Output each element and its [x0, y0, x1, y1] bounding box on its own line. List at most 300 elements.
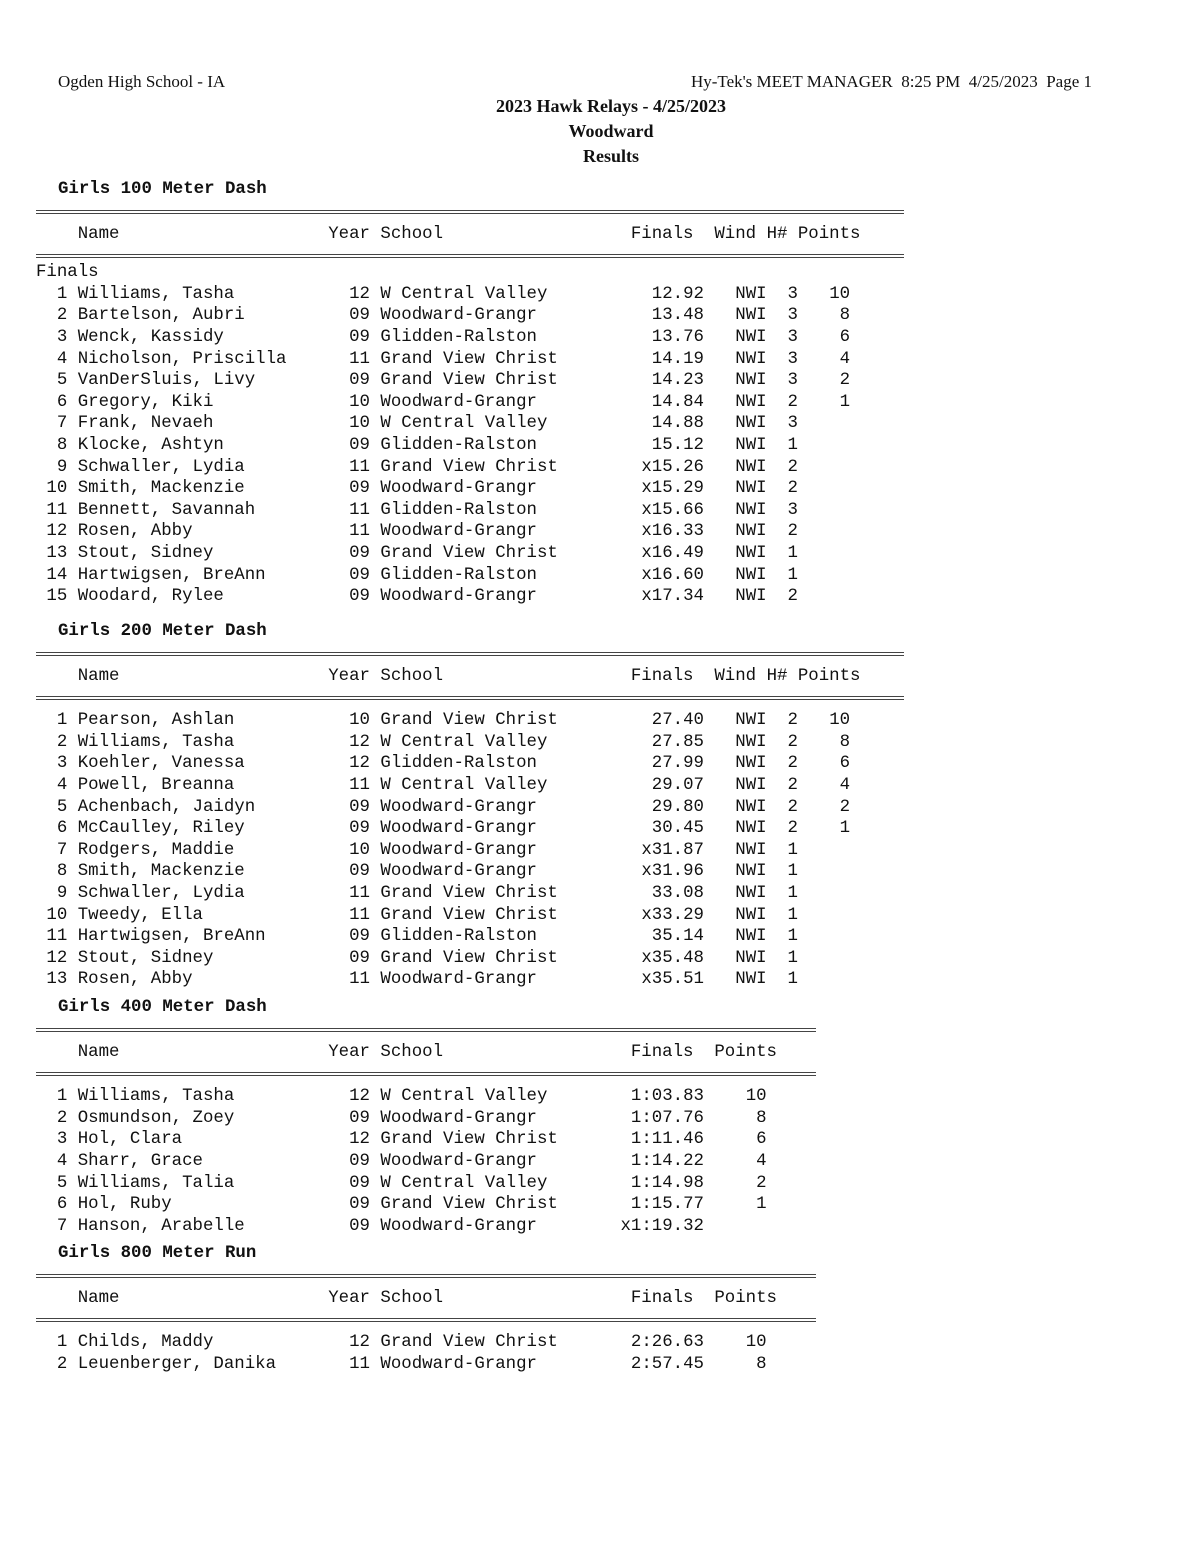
- points: [725, 1216, 767, 1238]
- wind: NWI: [735, 435, 767, 455]
- result-row: [36, 521, 904, 543]
- spacer: [370, 1108, 380, 1130]
- finals-time: 29.80: [610, 797, 704, 817]
- year: 11: [349, 349, 370, 369]
- place: 2: [36, 1354, 68, 1374]
- spacer: [67, 327, 77, 349]
- col-finals-header: Finals: [630, 224, 694, 244]
- event-section: [36, 1243, 816, 1375]
- year: 10: [349, 392, 370, 412]
- spacer: [67, 305, 77, 327]
- spacer: [370, 521, 380, 543]
- athlete-name: Rosen, Abby: [77, 522, 350, 542]
- place: 6: [36, 392, 68, 412]
- spacer: [67, 732, 77, 754]
- col-heat-header: H#: [766, 224, 788, 244]
- spacer: [704, 284, 735, 306]
- spacer: [767, 349, 788, 371]
- finals-time: 14.23: [610, 371, 704, 391]
- heat-number: 3: [787, 306, 798, 326]
- school: Woodward-Grangr: [380, 970, 611, 990]
- place: 7: [36, 1216, 68, 1236]
- school: Woodward-Grangr: [380, 840, 611, 860]
- school: Grand View Christ: [380, 1195, 611, 1215]
- spacer: [370, 586, 380, 608]
- col-year-header: Year: [328, 1288, 370, 1308]
- result-row: [36, 969, 904, 991]
- result-row: [36, 1108, 816, 1130]
- points: 4: [818, 775, 851, 795]
- spacer: [704, 732, 735, 754]
- event-title: Girls 400 Meter Dash: [58, 998, 267, 1017]
- spacer: [767, 413, 788, 435]
- athlete-name: Hartwigsen, BreAnn: [77, 565, 350, 585]
- result-row: [36, 1194, 816, 1216]
- school: Glidden-Ralston: [380, 435, 611, 455]
- place: 5: [36, 797, 68, 817]
- year: 09: [349, 1173, 370, 1193]
- place: 8: [36, 862, 68, 882]
- col-name-header: Name: [77, 666, 329, 686]
- school: Grand View Christ: [380, 711, 611, 731]
- spacer: [694, 1042, 715, 1064]
- spacer: [67, 1173, 77, 1195]
- heat-number: 2: [787, 392, 798, 412]
- spacer: [370, 840, 380, 862]
- points: 10: [724, 1333, 767, 1353]
- separator-rule: [36, 696, 904, 700]
- points: 1: [818, 392, 851, 412]
- place: 5: [36, 371, 68, 391]
- heat-number: 3: [787, 284, 798, 304]
- place: 10: [36, 905, 68, 925]
- points: [819, 926, 850, 948]
- year: 09: [349, 948, 370, 968]
- spacer: [767, 521, 788, 543]
- school: Glidden-Ralston: [380, 927, 611, 947]
- athlete-name: McCaulley, Riley: [77, 819, 350, 839]
- spacer: [704, 413, 735, 435]
- spacer: [798, 753, 819, 775]
- result-row: [36, 565, 904, 587]
- athlete-name: Woodard, Rylee: [77, 587, 350, 607]
- year: 09: [349, 306, 370, 326]
- heat-number: 3: [787, 371, 798, 391]
- points: 6: [724, 1130, 767, 1150]
- col-name-header: Name: [77, 1288, 329, 1308]
- result-row: [36, 883, 904, 905]
- place: 7: [36, 414, 68, 434]
- points: 4: [818, 349, 851, 369]
- col-school-header: School: [380, 224, 631, 244]
- wind: NWI: [735, 905, 767, 925]
- spacer: [767, 861, 788, 883]
- wind: NWI: [735, 565, 767, 585]
- spacer: [67, 753, 77, 775]
- finals-time: 1:11.46: [610, 1130, 704, 1150]
- points: [819, 969, 850, 991]
- year: 10: [349, 414, 370, 434]
- spacer: [798, 948, 819, 970]
- finals-time: 13.48: [610, 306, 704, 326]
- spacer: [370, 1042, 380, 1064]
- spacer: [704, 305, 735, 327]
- result-row: [36, 586, 904, 608]
- spacer: [704, 565, 735, 587]
- spacer: [704, 1086, 725, 1108]
- finals-time: 1:14.98: [610, 1173, 704, 1193]
- spacer: [704, 775, 735, 797]
- school: Woodward-Grangr: [380, 862, 611, 882]
- col-wind-header: Wind: [714, 224, 757, 244]
- separator-rule: [36, 254, 904, 258]
- school: Grand View Christ: [380, 543, 611, 563]
- spacer: [67, 710, 77, 732]
- year: 09: [349, 587, 370, 607]
- meet-title: 2023 Hawk Relays - 4/25/2023: [495, 96, 726, 116]
- separator-rule: [36, 1028, 816, 1032]
- school: Woodward-Grangr: [380, 587, 611, 607]
- school: Woodward-Grangr: [380, 1216, 611, 1236]
- col-points-header: Points: [797, 224, 861, 244]
- spacer: [694, 224, 715, 246]
- place: 5: [36, 1173, 68, 1193]
- athlete-name: Smith, Mackenzie: [77, 862, 350, 882]
- points: 8: [818, 732, 851, 752]
- points: 2: [724, 1173, 767, 1193]
- result-row: [36, 413, 904, 435]
- result-row: [36, 370, 904, 392]
- spacer: [798, 710, 819, 732]
- finals-time: 30.45: [610, 819, 704, 839]
- spacer: [798, 457, 819, 479]
- spacer: [370, 1216, 380, 1238]
- spacer: [370, 926, 380, 948]
- result-row: [36, 349, 904, 371]
- year: 09: [349, 435, 370, 455]
- column-header-row: [36, 1042, 816, 1064]
- place: 1: [36, 1333, 68, 1353]
- spacer: [370, 370, 380, 392]
- year: 10: [349, 840, 370, 860]
- school: Grand View Christ: [380, 1130, 611, 1150]
- year: 09: [349, 927, 370, 947]
- spacer: [370, 818, 380, 840]
- heat-number: 1: [787, 435, 798, 455]
- heat-number: 2: [787, 819, 798, 839]
- spacer: [767, 883, 788, 905]
- spacer: [704, 926, 735, 948]
- school: Grand View Christ: [380, 1333, 611, 1353]
- spacer: [798, 926, 819, 948]
- wind: NWI: [735, 392, 767, 412]
- spacer: [704, 1216, 725, 1238]
- spacer: [67, 861, 77, 883]
- finals-time: 35.14: [610, 927, 704, 947]
- school: Woodward-Grangr: [380, 522, 611, 542]
- separator-rule: [36, 652, 904, 656]
- heat-number: 1: [787, 948, 798, 968]
- points: 6: [818, 754, 851, 774]
- year: 11: [349, 970, 370, 990]
- spacer: [704, 1173, 725, 1195]
- spacer: [767, 948, 788, 970]
- athlete-name: Schwaller, Lydia: [77, 883, 350, 903]
- athlete-name: Smith, Mackenzie: [77, 479, 350, 499]
- heat-number: 1: [787, 970, 798, 990]
- year: 09: [349, 797, 370, 817]
- spacer: [767, 478, 788, 500]
- athlete-name: Achenbach, Jaidyn: [77, 797, 350, 817]
- wind: NWI: [735, 797, 767, 817]
- result-row: [36, 1151, 816, 1173]
- spacer: [798, 883, 819, 905]
- place: 15: [36, 587, 68, 607]
- finals-time: x15.26: [610, 457, 704, 477]
- finals-time: 2:57.45: [610, 1354, 704, 1374]
- wind: NWI: [735, 457, 767, 477]
- finals-time: 1:14.22: [610, 1151, 704, 1171]
- year: 09: [349, 371, 370, 391]
- year: 09: [349, 1108, 370, 1128]
- wind: NWI: [735, 414, 767, 434]
- finals-time: x16.49: [610, 543, 704, 563]
- year: 12: [349, 732, 370, 752]
- result-row: [36, 948, 904, 970]
- spacer: [36, 1042, 78, 1064]
- spacer: [370, 969, 380, 991]
- spacer: [767, 327, 788, 349]
- spacer: [767, 926, 788, 948]
- school: Glidden-Ralston: [380, 565, 611, 585]
- finals-time: x31.87: [610, 840, 704, 860]
- meet-site: Woodward: [568, 121, 654, 141]
- finals-time: x16.60: [610, 565, 704, 585]
- year: 11: [349, 883, 370, 903]
- spacer: [798, 521, 819, 543]
- spacer: [370, 948, 380, 970]
- heat-number: 2: [787, 797, 798, 817]
- heat-number: 1: [787, 862, 798, 882]
- wind: NWI: [735, 883, 767, 903]
- result-row: [36, 1216, 816, 1238]
- spacer: [67, 818, 77, 840]
- finals-time: x1:19.32: [610, 1216, 704, 1236]
- spacer: [370, 565, 380, 587]
- result-row: [36, 1173, 816, 1195]
- column-header-row: [36, 666, 904, 688]
- year: 09: [349, 327, 370, 347]
- event-section: [36, 621, 904, 991]
- spacer: [67, 435, 77, 457]
- athlete-name: Koehler, Vanessa: [77, 754, 350, 774]
- school: Woodward-Grangr: [380, 797, 611, 817]
- place: 12: [36, 948, 68, 968]
- place: 2: [36, 306, 68, 326]
- school: Grand View Christ: [380, 883, 611, 903]
- spacer: [767, 818, 788, 840]
- spacer: [767, 392, 788, 414]
- place: 8: [36, 435, 68, 455]
- header-meet-manager: Hy-Tek's MEET MANAGER 8:25 PM 4/25/2023 Page 1: [690, 72, 1092, 91]
- spacer: [370, 1086, 380, 1108]
- spacer: [370, 775, 380, 797]
- spacer: [767, 305, 788, 327]
- heat-number: 1: [787, 883, 798, 903]
- school: Woodward-Grangr: [380, 1151, 611, 1171]
- section-label: Finals: [36, 263, 99, 283]
- result-row: [36, 305, 904, 327]
- year: 09: [349, 1195, 370, 1215]
- athlete-name: Hanson, Arabelle: [77, 1216, 350, 1236]
- spacer: [370, 435, 380, 457]
- year: 11: [349, 457, 370, 477]
- result-row: [36, 1086, 816, 1108]
- separator-rule: [36, 1274, 816, 1278]
- finals-time: 12.92: [610, 284, 704, 304]
- col-finals-header: Finals: [630, 1288, 694, 1308]
- result-row: [36, 818, 904, 840]
- spacer: [704, 586, 735, 608]
- points: [819, 521, 850, 543]
- col-wind-header: Wind: [714, 666, 757, 686]
- athlete-name: Williams, Tasha: [77, 1087, 350, 1107]
- spacer: [67, 948, 77, 970]
- spacer: [704, 797, 735, 819]
- points: 1: [818, 819, 851, 839]
- year: 12: [349, 1130, 370, 1150]
- heat-number: 2: [787, 711, 798, 731]
- result-row: [36, 1129, 816, 1151]
- spacer: [704, 392, 735, 414]
- spacer: [67, 586, 77, 608]
- spacer: [767, 905, 788, 927]
- spacer: [704, 1108, 725, 1130]
- place: 2: [36, 732, 68, 752]
- wind: NWI: [735, 479, 767, 499]
- spacer: [798, 840, 819, 862]
- spacer: [798, 392, 819, 414]
- school: W Central Valley: [380, 732, 611, 752]
- spacer: [767, 969, 788, 991]
- spacer: [36, 1288, 78, 1310]
- school: W Central Valley: [380, 1173, 611, 1193]
- finals-time: 1:03.83: [610, 1087, 704, 1107]
- school: Grand View Christ: [380, 948, 611, 968]
- wind: NWI: [735, 862, 767, 882]
- finals-time: x33.29: [610, 905, 704, 925]
- athlete-name: Rodgers, Maddie: [77, 840, 350, 860]
- year: 12: [349, 1087, 370, 1107]
- spacer: [704, 753, 735, 775]
- event-section: [36, 997, 816, 1237]
- result-row: [36, 500, 904, 522]
- spacer: [756, 224, 766, 246]
- spacer: [787, 224, 797, 246]
- spacer: [798, 861, 819, 883]
- points: 8: [724, 1108, 767, 1128]
- school: W Central Valley: [380, 1087, 611, 1107]
- spacer: [767, 435, 788, 457]
- wind: NWI: [735, 819, 767, 839]
- spacer: [704, 1151, 725, 1173]
- spacer: [756, 666, 766, 688]
- spacer: [36, 224, 78, 246]
- spacer: [694, 666, 715, 688]
- place: 14: [36, 565, 68, 585]
- spacer: [67, 500, 77, 522]
- athlete-name: Stout, Sidney: [77, 948, 350, 968]
- place: 4: [36, 775, 68, 795]
- spacer: [370, 413, 380, 435]
- spacer: [370, 1354, 380, 1376]
- spacer: [67, 840, 77, 862]
- spacer: [67, 284, 77, 306]
- spacer: [798, 305, 819, 327]
- year: 11: [349, 775, 370, 795]
- athlete-name: Gregory, Kiki: [77, 392, 350, 412]
- year: 12: [349, 754, 370, 774]
- year: 09: [349, 1216, 370, 1236]
- event-title: Girls 800 Meter Run: [58, 1244, 257, 1263]
- result-row: [36, 753, 904, 775]
- spacer: [370, 666, 380, 688]
- points: 6: [818, 327, 851, 347]
- spacer: [370, 732, 380, 754]
- school: Glidden-Ralston: [380, 754, 611, 774]
- year: 09: [349, 862, 370, 882]
- heat-number: 2: [787, 754, 798, 774]
- heat-number: 2: [787, 732, 798, 752]
- spacer: [767, 710, 788, 732]
- spacer: [767, 565, 788, 587]
- school: Grand View Christ: [380, 349, 611, 369]
- finals-time: 14.19: [610, 349, 704, 369]
- finals-time: 33.08: [610, 883, 704, 903]
- finals-time: 27.99: [610, 754, 704, 774]
- heat-number: 2: [787, 775, 798, 795]
- spacer: [704, 1194, 725, 1216]
- spacer: [67, 775, 77, 797]
- spacer: [798, 349, 819, 371]
- spacer: [370, 349, 380, 371]
- place: 6: [36, 1195, 68, 1215]
- school: Grand View Christ: [380, 905, 611, 925]
- spacer: [798, 435, 819, 457]
- athlete-name: Tweedy, Ella: [77, 905, 350, 925]
- spacer: [370, 1288, 380, 1310]
- spacer: [67, 926, 77, 948]
- points: [819, 500, 850, 522]
- spacer: [370, 710, 380, 732]
- points: [819, 883, 850, 905]
- athlete-name: Childs, Maddy: [77, 1333, 350, 1353]
- spacer: [370, 457, 380, 479]
- col-school-header: School: [380, 666, 631, 686]
- col-points-header: Points: [797, 666, 861, 686]
- spacer: [370, 284, 380, 306]
- spacer: [767, 543, 788, 565]
- year: 09: [349, 819, 370, 839]
- school: Woodward-Grangr: [380, 1354, 611, 1374]
- spacer: [798, 500, 819, 522]
- school: W Central Valley: [380, 284, 611, 304]
- spacer: [67, 457, 77, 479]
- points: [819, 565, 850, 587]
- heat-number: 3: [787, 414, 798, 434]
- spacer: [798, 969, 819, 991]
- points: [819, 543, 850, 565]
